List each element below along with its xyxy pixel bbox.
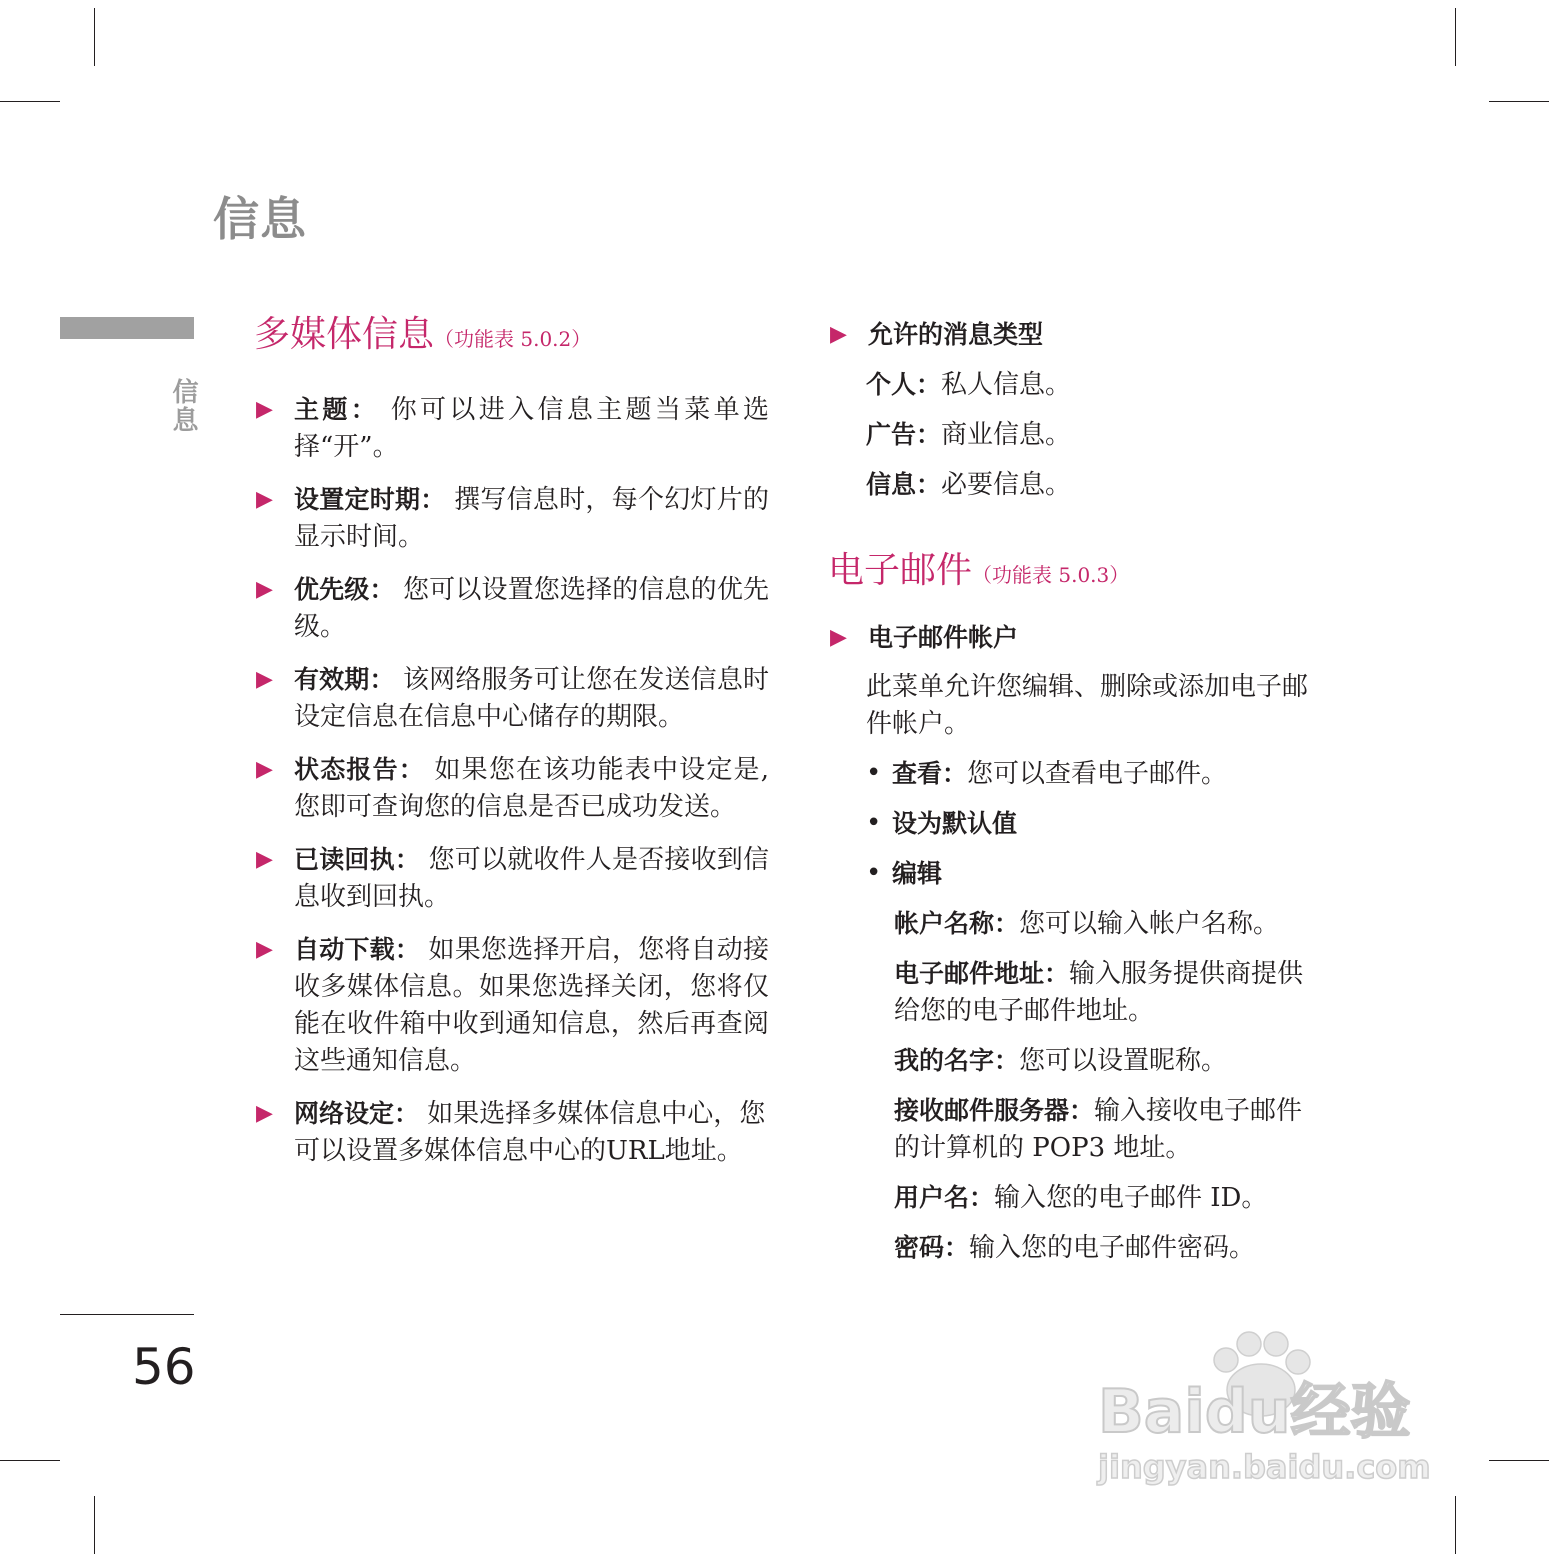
item-term: 设置定时期： (294, 485, 446, 514)
side-tab-label: 信息 (168, 378, 198, 434)
item-text: 撰写信息时，每个幻灯片的显示时间。 (294, 485, 769, 552)
item-term: 状态报告： (294, 755, 425, 784)
item-text: 如果您选择开启，您将自动接收多媒体信息。如果您选择关闭，您将仅能在收件箱中收到通知信息，然后再查阅 这些通知信息。 (294, 935, 769, 1076)
crop-mark (94, 8, 95, 66)
mms-item-read-receipt (254, 841, 769, 916)
triangle-right-icon: ▶ (830, 625, 847, 650)
item-term: 已读回执： (294, 845, 421, 874)
mms-item-validity (254, 661, 769, 736)
mms-item-delivery-report (254, 751, 769, 826)
edit-my-name: 我的名字：您可以设置昵称。 (894, 1046, 1228, 1076)
bullet-dot: • (866, 858, 882, 888)
allowed-type-personal: 个人：私人信息。 (866, 370, 1072, 400)
allowed-types-title: ▶ 允许的消息类型 (828, 316, 1328, 354)
bullet-dot: • (866, 758, 882, 788)
crop-mark (0, 1460, 60, 1461)
triangle-right-icon: ▶ (256, 487, 273, 512)
bullet-view: • 查看：您可以查看电子邮件。 (828, 755, 1328, 793)
email-heading-title: 电子邮件 (828, 550, 973, 591)
watermark-url: jingyan.baidu.com (1098, 1448, 1431, 1486)
mms-item-network-settings (254, 1095, 769, 1170)
email-heading-ref: （功能表 5.0.3） (972, 563, 1130, 587)
edit-email-address: 电子邮件地址：输入服务提供商提供给您的电子邮件地址。 (894, 959, 1304, 1026)
watermark-brand: Baidu经验 (1098, 1377, 1411, 1447)
baidu-watermark-logo (1096, 1330, 1466, 1505)
item-text: 如果选择多媒体信息中心，您可以设置多媒体信息中心的URL地址。 (294, 1099, 766, 1166)
crop-mark (1489, 1460, 1549, 1461)
allowed-type-ads: 广告：商业信息。 (866, 420, 1072, 450)
item-text: 您可以设置您选择的信息的优先级。 (294, 575, 769, 642)
mms-item-auto-download (254, 931, 769, 1080)
triangle-right-icon: ▶ (830, 322, 847, 347)
page-number-rule (60, 1314, 194, 1315)
crop-mark (1455, 8, 1456, 66)
edit-password: 密码：输入您的电子邮件密码。 (894, 1233, 1256, 1263)
allowed-type-info: 信息：必要信息。 (866, 470, 1072, 500)
edit-username: 用户名：输入您的电子邮件 ID。 (894, 1183, 1268, 1213)
item-term: 优先级： (294, 575, 395, 604)
item-text: 如果您在该功能表中设定是,您即可查询您的信息是否已成功发送。 (294, 755, 770, 822)
mms-heading-title: 多媒体信息 (254, 314, 435, 355)
item-text: 该网络服务可让您在发送信息时设定信息在信息中心储存的期限。 (294, 665, 769, 732)
email-account-title: ▶ 电子邮件帐户 (828, 619, 1328, 657)
bullet-dot: • (866, 808, 882, 838)
bullet-set-default: • 设为默认值 (828, 805, 1328, 843)
edit-account-name: 帐户名称：您可以输入帐户名称。 (894, 909, 1280, 939)
triangle-right-icon: ▶ (256, 847, 273, 872)
bullet-edit: • 编辑 (828, 855, 1328, 893)
crop-mark (0, 101, 60, 102)
item-term: 自动下载： (294, 935, 421, 964)
item-term: 有效期： (294, 665, 395, 694)
triangle-right-icon: ▶ (256, 577, 273, 602)
triangle-right-icon: ▶ (256, 757, 273, 782)
email-section-heading (828, 542, 1328, 593)
item-term: 主题： (294, 395, 380, 424)
item-text: 您可以就收件人是否接收到信息收到回执。 (294, 845, 769, 912)
triangle-right-icon: ▶ (256, 397, 273, 422)
email-account-desc: 此菜单允许您编辑、删除或添加电子邮件帐户。 (866, 672, 1309, 739)
mms-item-topic (254, 391, 769, 466)
item-term: 网络设定： (294, 1099, 420, 1128)
mms-item-slide-timer (254, 481, 769, 556)
item-text: 你可以进入信息主题当菜单选择“开”。 (294, 395, 769, 462)
right-column (828, 316, 1328, 1267)
side-tab-bar (60, 317, 194, 339)
crop-mark (1489, 101, 1549, 102)
triangle-right-icon: ▶ (256, 667, 273, 692)
crop-mark (94, 1496, 95, 1554)
edit-incoming-server: 接收邮件服务器：输入接收电子邮件的计算机的 POP3 地址。 (894, 1096, 1303, 1163)
triangle-right-icon: ▶ (256, 937, 273, 962)
mms-section-heading (254, 306, 769, 357)
mms-item-priority (254, 571, 769, 646)
page-number: 56 (132, 1338, 196, 1396)
mms-heading-ref: （功能表 5.0.2） (434, 327, 592, 351)
page-title: 信息 (213, 192, 307, 246)
left-column (254, 306, 769, 1170)
triangle-right-icon: ▶ (256, 1101, 273, 1126)
